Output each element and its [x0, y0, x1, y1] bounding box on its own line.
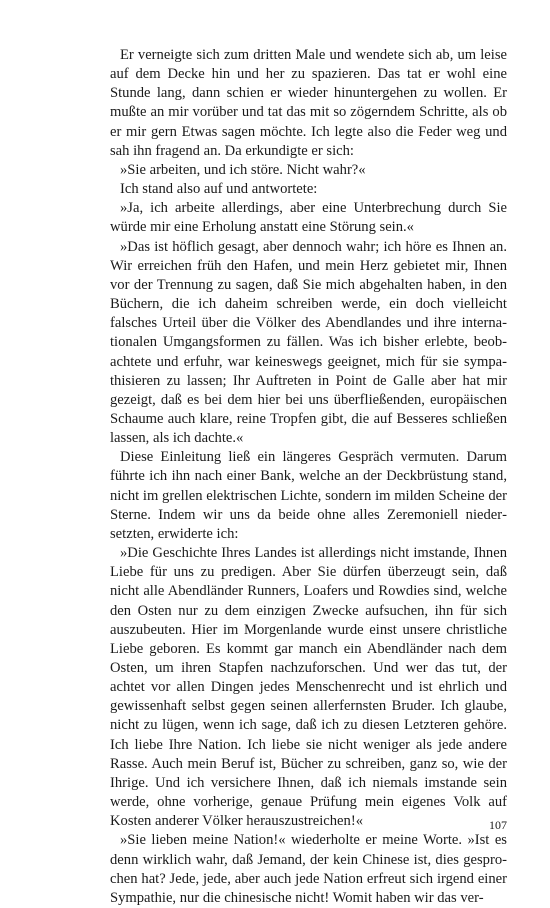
paragraph-1: Er verneigte sich zum dritten Male und wendete sich ab, um leise auf dem Decke hin und her zu spazieren. Das tat er wohl eine Stunde lang, dann schien er wieder hinuntergehen zu wollen. Er mußte an mir vorüber und tat das mit so zögerndem Schritte, als ob er mir gern Etwas sagen möchte. Ich legte also die Feder weg und sah ihn fragend an. Da erkundigte er sich:: [110, 47, 507, 159]
paragraph-8: »Sie lieben meine Nation!« wiederholte er meine Worte. »Ist es denn wirklich wahr, daß Jemand, der kein Chinese ist, dies gesprochen hat? Jede, jede, aber auch jede Nation erfreut sich irgend einer Sympathie, nur die chinesische nicht! Womit haben wir das ver-: [110, 832, 507, 906]
paragraph-5: »Das ist höflich gesagt, aber dennoch wahr; ich höre es Ihnen an. Wir erreichen früh den Hafen, und mein Herz gebietet mir, Ihnen vor der Trennung zu sagen, daß Sie mich abgehalten haben, in den Büchern, die ich daheim schreiben werde, ein doch vielleicht falsches Urteil über die Völker des Abendlandes und ihre internationalen Umgangsformen zu fällen. Was ich bisher erlebte, beobachtete und erfuhr, war keineswegs geeignet, mich für sie sympathisieren zu lassen; Ihr Auftreten in Point de Galle aber hat mir gezeigt, daß es bei dem hier bei uns überfließenden, europäischen Schaume auch klare, reine Tropfen gibt, die auf Besseres schließen lassen, als ich dachte.«: [110, 238, 507, 447]
page-number: 107: [489, 818, 507, 832]
paragraph-4: »Ja, ich arbeite allerdings, aber eine Unterbrechung durch Sie würde mir eine Erholung anstatt eine Störung sein.«: [110, 200, 507, 236]
paragraph-7: »Die Geschichte Ihres Landes ist allerdings nicht imstande, Ihnen Liebe für uns zu predigen. Aber Sie dürfen überzeugt sein, daß nicht alle Abendländer Runners, Loafers und Rowdies sind, welche den Osten nur zu dem einzigen Zwecke aufsuchen, ihn für sich auszubeuten. Hier im Morgenlande wurde einst unsere christliche Liebe geboren. Es kommt gar manch ein Abendländer nach dem Osten, um ihren Stapfen nachzuforschen. Und wer das tut, der achtet vor allen Dingen jedes Menschenrecht und ist ehrlich und gewissenhaft selbst gegen seinen allerfernsten Bruder. Ich glaube, nicht zu lügen, wenn ich sage, daß ich zu diesen Letzteren gehöre. Ich liebe Ihre Nation. Ich liebe sie nicht weniger als jede andere Rasse. Auch mein Beruf ist, Bücher zu schreiben, ganz so, wie der Ihrige. Und ich versichere Ihnen, daß ich niemals imstande sein werde, ohne vorherige, genaue Prüfung mein eigenes Volk auf Kosten anderer Völker herauszustreichen!«: [110, 545, 507, 830]
paragraph-3: Ich stand also auf und antwortete:: [120, 181, 318, 198]
paragraph-2: »Sie arbeiten, und ich störe. Nicht wahr?«: [120, 161, 366, 178]
text-block: [110, 46, 507, 908]
paragraph-6: Diese Einleitung ließ ein längeres Gespräch vermuten. Darum führte ich ihn nach einer Bank, welche an der Deckbrüstung stand, nicht im grellen elektrischen Lichte, sondern im milden Scheine der Sterne. Indem wir uns da beide ohne alles Zeremoniell niedersetzten, erwiderte ich:: [110, 449, 507, 542]
